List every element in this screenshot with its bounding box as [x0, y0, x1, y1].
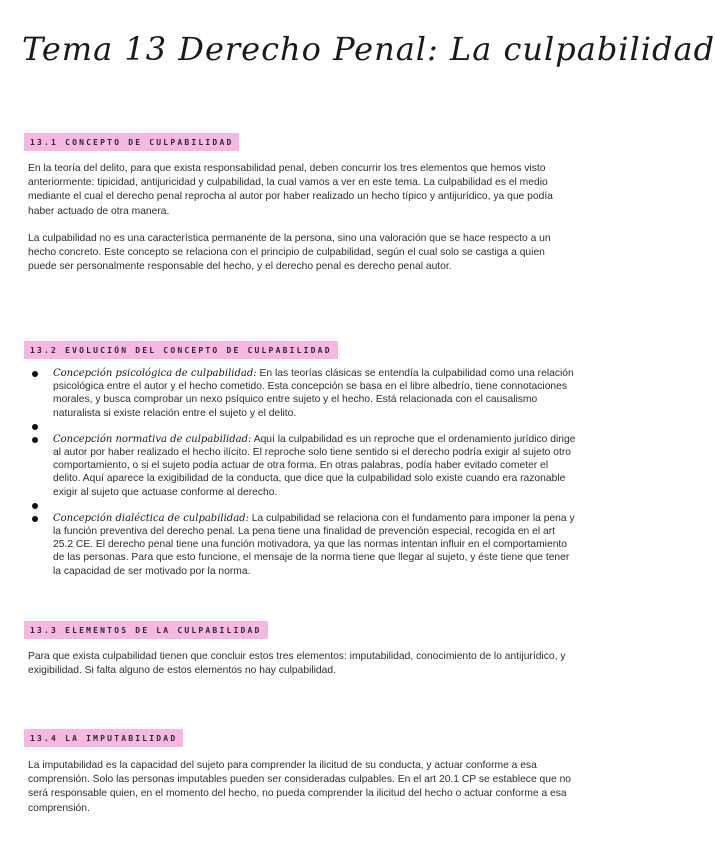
bullet-icon — [32, 424, 38, 430]
bullet-icon — [32, 437, 38, 443]
bullet-icon — [32, 371, 38, 377]
section-heading-13-4: 13.4 LA IMPUTABILIDAD — [24, 729, 183, 747]
section-heading-13-1: 13.1 CONCEPTO DE CULPABILIDAD — [24, 133, 239, 151]
section-heading-13-3: 13.3 ELEMENTOS DE LA CULPABILIDAD — [24, 621, 268, 639]
list-item-text: La culpabilidad se relaciona con el fundamento para imponer la pena y la función preventiva del derecho penal. La pena tiene una finalidad de prevención especial, recogida en el art 25.2 CE. El derecho penal tiene una función motivadora, ya que las normas intentan influir en el comportamiento de las personas. Para que esto funcione, el mensaje de la norma tiene que llegar al sujeto, y éste tiene que tener la capacidad de ser motivado por la norma. — [53, 512, 575, 577]
evolution-list — [32, 367, 577, 578]
list-item-text: En las teorías clásicas se entendía la culpabilidad como una relación psicológica entre el autor y el hecho cometido. Esta concepción se basa en el libre albedrío, tiene connotaciones morales, y busca comprobar un nexo psíquico entre sujeto y el hecho. Está relacionada con el causalismo naturalista si existe relación entre el sujeto y el delito. — [53, 368, 574, 419]
bullet-icon — [32, 503, 38, 509]
bullet-icon — [32, 516, 38, 522]
list-item — [32, 512, 577, 578]
paragraph-concepto-1: En la teoría del delito, para que exista responsabilidad penal, deben concurrir los tres elementos que hemos visto anteriormente: tipicidad, antijuricidad y culpabilidad, la cual vamos a ver en este tema. La culpabilidad es el medio mediante el cual el derecho penal reprocha al autor por haber realizado un hecho típico y antijurídico, ya que podía haber actuado de otra manera. — [28, 163, 553, 217]
section-heading-13-2: 13.2 EVOLUCIÓN DEL CONCEPTO DE CULPABILIDAD — [24, 341, 338, 359]
paragraph-imputabilidad: La imputabilidad es la capacidad del sujeto para comprender la ilicitud de su conducta, y actuar conforme a esa comprensión. Solo las personas imputables pueden ser consideradas culpables. En el art 20.1 CP se establece que no será responsable quien, en el momento del hecho, no pueda comprender la ilicitud del hecho o actuar conforme a esa comprensión. — [28, 760, 572, 814]
list-item-text: Aquí la culpabilidad es un reproche que el ordenamiento jurídico dirige al autor por haber realizado el hecho ilícito. El reproche solo tiene sentido si el derecho podría exigir al sujeto otro comportamiento, o si el sujeto podía actuar de otra forma. En otras palabras, podía haber evitado cometer el delito. Aquí aparece la exigibilidad de la conducta, que dice que la culpabilidad solo existe cuando era razonable exigir al sujeto que actuase conforme al derecho. — [53, 433, 576, 498]
list-item — [32, 433, 577, 499]
paragraph-concepto-2: La culpabilidad no es una característica permanente de la persona, sino una valoración que se hace respecto a un hecho concreto. Este concepto se relaciona con el principio de culpabilidad, según el cual solo se castiga a quien puede ser personalmente responsable del hecho, y el derecho penal es derecho penal autor. — [28, 233, 551, 273]
list-item — [32, 367, 577, 420]
list-item-term: Concepción dialéctica de culpabilidad: — [53, 512, 249, 524]
list-item-term: Concepción psicológica de culpabilidad: — [53, 368, 257, 379]
list-item-term: Concepción normativa de culpabilidad: — [53, 433, 252, 445]
list-item-empty — [32, 499, 577, 512]
paragraph-elementos: Para que exista culpabilidad tienen que concluir estos tres elementos: imputabilidad, conocimiento de lo antijurídico, y exigibilidad. Si falta alguno de estos elementos no hay culpabilidad. — [28, 651, 566, 677]
page-title: Tema 13 Derecho Penal: La culpabilidad — [22, 30, 715, 68]
list-item-empty — [32, 420, 577, 433]
